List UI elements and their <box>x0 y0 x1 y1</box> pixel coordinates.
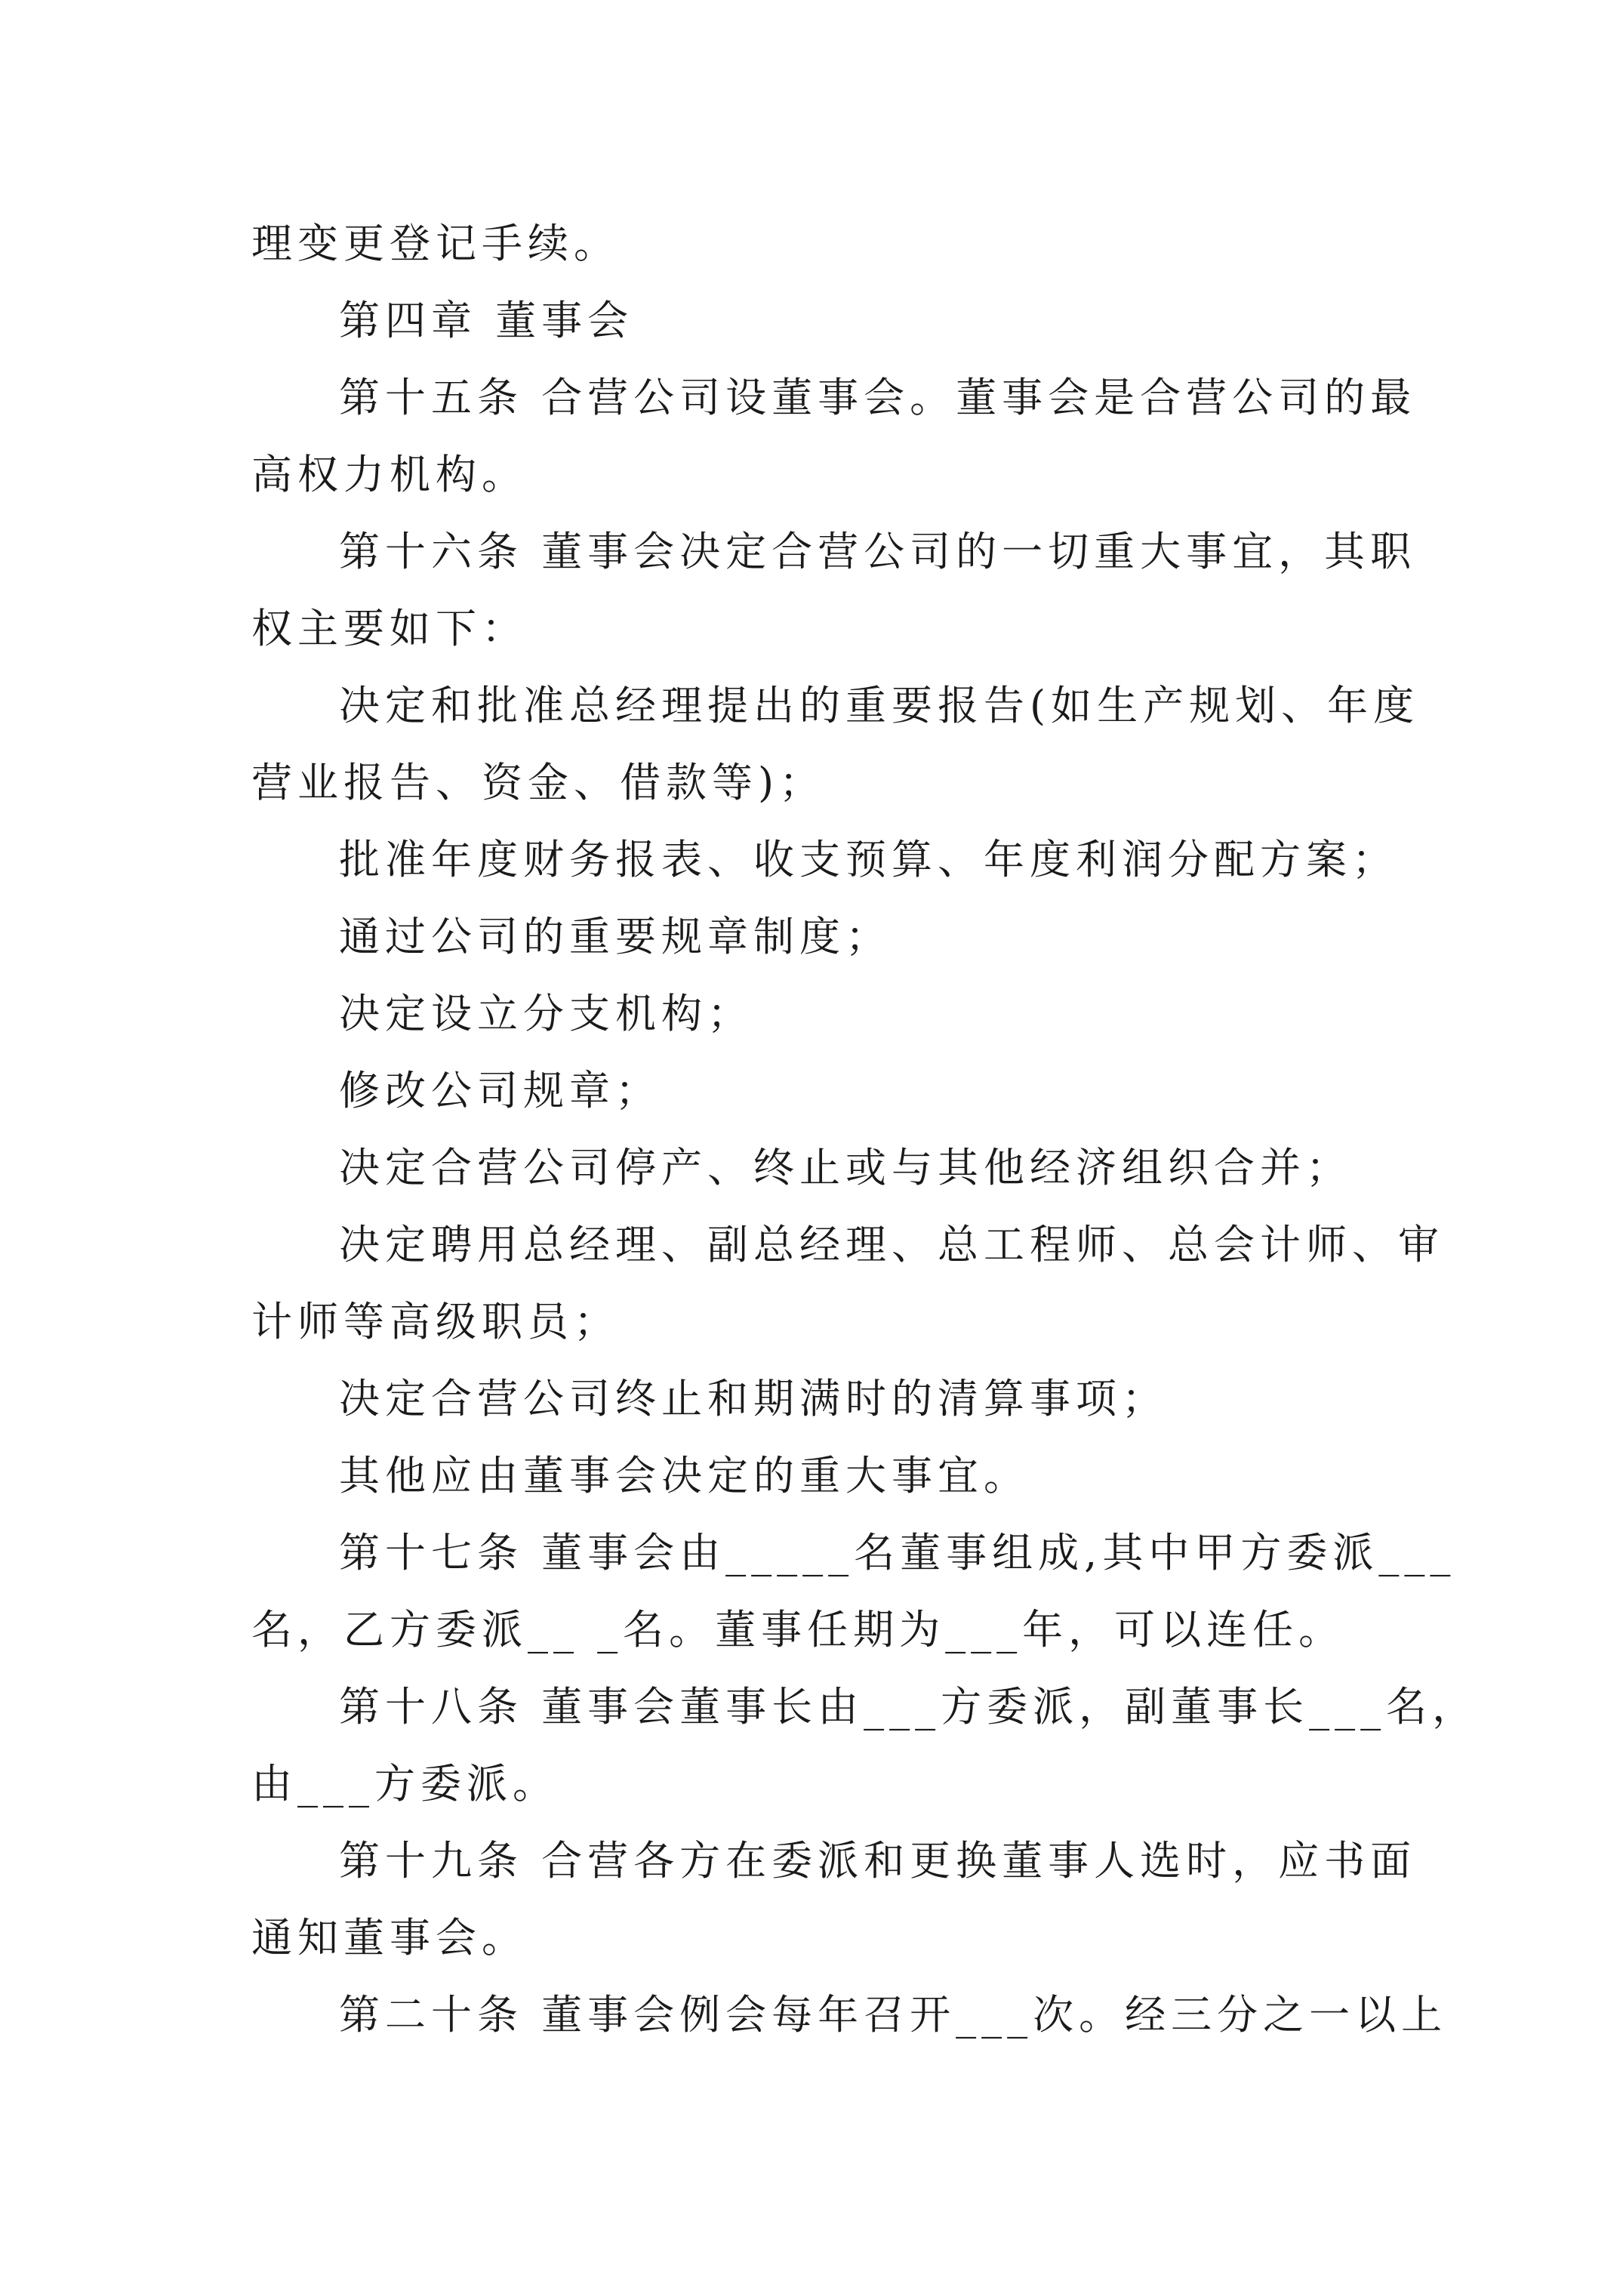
article-18-line: 第十八条 董事会董事长由___方委派，副董事长___名， <box>339 1683 1479 1730</box>
list-item-line: 批准年度财务报表、收支预算、年度利润分配方案； <box>339 836 1398 883</box>
article-19-line: 第十九条 合营各方在委派和更换董事人选时，应书面 <box>339 1837 1417 1885</box>
list-item-line: 决定设立分支机构； <box>339 990 753 1037</box>
list-item-line: 其他应由董事会决定的重大事宜。 <box>339 1452 1030 1499</box>
document-body <box>251 205 1479 2054</box>
chapter-heading: 第四章 董事会 <box>339 297 634 344</box>
list-item-line: 通过公司的重要规章制度； <box>339 913 892 960</box>
list-item-line: 修改公司规章； <box>339 1067 661 1114</box>
article-16-line: 第十六条 董事会决定合营公司的一切重大事宜，其职 <box>339 528 1417 575</box>
article-20-line: 第二十条 董事会例会每年召开___次。经三分之一以上 <box>339 1991 1448 2039</box>
text-line: 理变更登记手续。 <box>251 220 620 267</box>
text-line: 营业报告、资金、借款等)； <box>251 759 826 806</box>
list-item-line: 决定合营公司停产、终止或与其他经济组织合并； <box>339 1144 1352 1191</box>
list-item-line: 决定合营公司终止和期满时的清算事项； <box>339 1375 1168 1422</box>
list-item-line: 决定和批准总经理提出的重要报告(如生产规划、年度 <box>339 682 1420 729</box>
text-line: 计师等高级职员； <box>251 1298 620 1345</box>
article-15-line: 第十五条 合营公司设董事会。董事会是合营公司的最 <box>339 374 1417 421</box>
list-item-line: 决定聘用总经理、副总经理、总工程师、总会计师、审 <box>339 1221 1444 1268</box>
text-line: 权主要如下： <box>251 605 528 652</box>
text-line: 通知董事会。 <box>251 1914 528 1962</box>
text-line: 高权力机构。 <box>251 451 528 498</box>
text-line: 名，乙方委派__ _名。董事任期为___年，可以连任。 <box>251 1606 1345 1653</box>
article-17-line: 第十七条 董事会由_____名董事组成,其中甲方委派___ <box>339 1529 1456 1576</box>
text-line: 由___方委派。 <box>251 1760 559 1808</box>
